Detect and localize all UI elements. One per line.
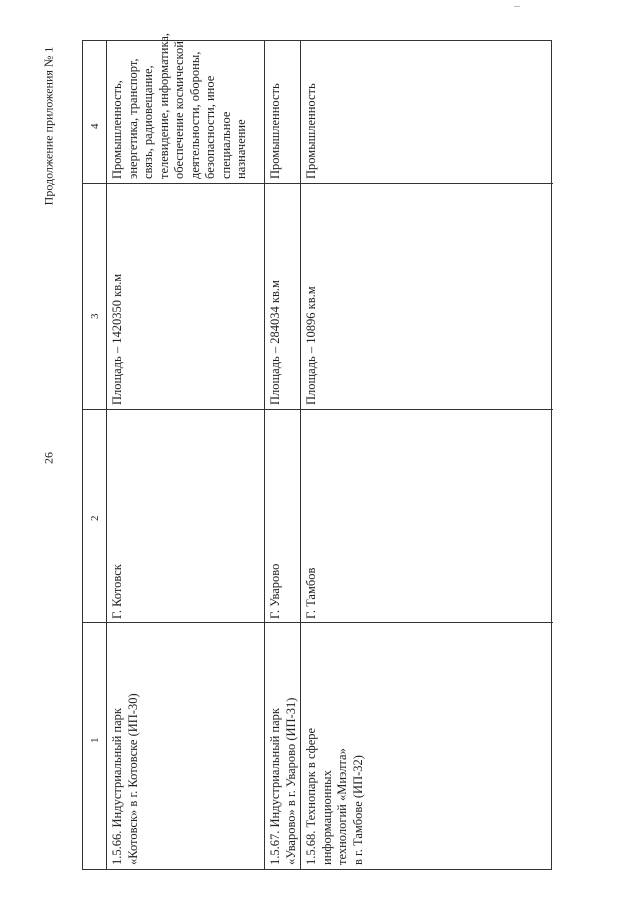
column-divider [83, 622, 553, 623]
row-3-location: Г. Тамбов [304, 567, 318, 619]
scan-mark [514, 6, 520, 7]
row-3-area: Площадь – 10896 кв.м [304, 286, 318, 405]
header-col-4: 4 [89, 123, 101, 129]
header-row-divider [106, 41, 107, 869]
header-col-3: 3 [89, 313, 101, 319]
page-number: 26 [41, 452, 56, 464]
column-divider [83, 409, 553, 410]
row-2-area: Площадь – 284034 кв.м [268, 280, 282, 405]
continuation-label: Продолжение приложения № 1 [41, 46, 56, 206]
row-2-name: 1.5.67. Индустриальный парк «Уварово» в г. Уварово (ИП-31) [268, 697, 298, 865]
header-col-1: 1 [89, 737, 101, 743]
column-divider [83, 183, 553, 184]
row-divider [300, 41, 301, 869]
row-2-location: Г. Уварово [268, 563, 282, 619]
appendix-table [82, 32, 552, 870]
row-1-name: 1.5.66. Индустриальный парк «Котовск» в г. Котовске (ИП-30) [110, 693, 140, 865]
row-2-purpose: Промышленность [268, 83, 282, 179]
row-divider [264, 41, 265, 869]
header-col-2: 2 [89, 515, 101, 521]
row-1-area: Площадь – 1420350 кв.м [110, 273, 124, 405]
row-3-purpose: Промышленность [304, 83, 318, 179]
row-1-location: Г. Котовск [110, 564, 124, 619]
row-3-name: 1.5.68. Технопарк в сфере информационных технологий «Миэлта» в г. Тамбове (ИП-32) [304, 727, 365, 865]
row-1-purpose: Промышленность, энергетика, транспорт, связь, радиовещание, телевидение, информатика, обеспечение космической деятельности, обороны, безопасности, иное специальное назначение [110, 32, 248, 179]
